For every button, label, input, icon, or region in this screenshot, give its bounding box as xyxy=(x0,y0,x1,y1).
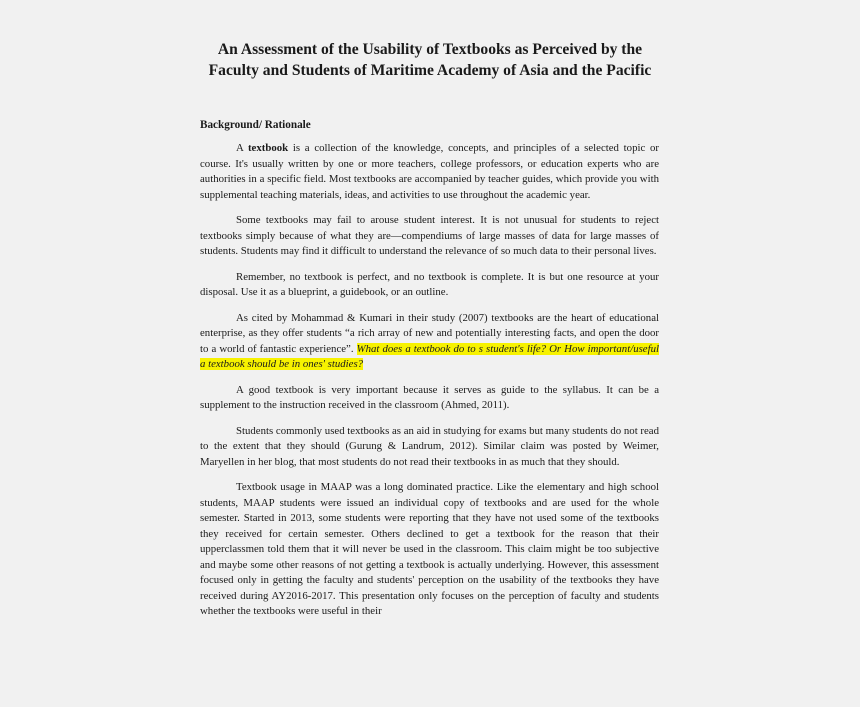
paragraph-6: Students commonly used textbooks as an aid in studying for exams but many students do not read to the extent that they should (Gurung & Landrum, 2012). Similar claim was posted by Weimer, Maryellen in her blog, that most students do not read their textbooks in as much that they should. xyxy=(200,424,659,468)
p1-lead: A xyxy=(236,142,248,154)
p1-rest: is a collection of the knowledge, concepts, and principles of a selected topic or course. It's usually written by one or more teachers, college professors, or education experts who are authorities in a specific field. Most textbooks are accompanied by teacher guides, which provide you with supplemental teaching materials, ideas, and activities to use throughout the academic year. xyxy=(200,142,659,201)
paragraph-3: Remember, no textbook is perfect, and no textbook is complete. It is but one resource at your disposal. Use it as a blueprint, a guidebook, or an outline. xyxy=(200,270,659,298)
paragraph-1 xyxy=(200,141,659,203)
p4-highlighted-question: What does a textbook do to s student's life? Or How important/useful a textbook should be in ones' studies? xyxy=(200,342,659,370)
paragraph-4 xyxy=(200,311,659,373)
section-heading: Background/ Rationale xyxy=(200,119,311,131)
paragraph-5: A good textbook is very important because it serves as guide to the syllabus. It can be a supplement to the instruction received in the classroom (Ahmed, 2011). xyxy=(200,383,659,411)
document-title xyxy=(150,40,710,81)
title-line-1: An Assessment of the Usability of Textbooks as Perceived by the xyxy=(217,41,643,58)
p4-text: As cited by Mohammad & Kumari in their study (2007) textbooks are the heart of educational enterprise, as they offer students “a rich array of new and potentially interesting facts, and open the door to a world of fantastic experience”. xyxy=(200,311,659,355)
title-line-2: Faculty and Students of Maritime Academy of Asia and the Pacific xyxy=(208,61,652,79)
body-text xyxy=(200,141,659,630)
p1-bold-term: textbook xyxy=(247,142,289,154)
paragraph-7: Textbook usage in MAAP was a long dominated practice. Like the elementary and high school students, MAAP students were issued an individual copy of textbooks and are used for the whole semester. Started in 2013, some students were reporting that they have not used some of the textbooks they received for certain semester. Others declined to get a textbook for the reason that their upperclassmen told them that it will never be used in the classroom. This claim might be too subjective and maybe some other reasons of not getting a textbook is actually underlying. However, this assessment focused only in getting the faculty and students' perception on the usability of the textbooks they have received during AY2016-2017. This presentation only focuses on the perception of faculty and students whether the textbooks were useful in their xyxy=(200,481,659,617)
paragraph-2: Some textbooks may fail to arouse student interest. It is not unusual for students to reject textbooks simply because of what they are—compendiums of large masses of data for large masses of students. Students may find it difficult to understand the relevance of so much data to their personal lives. xyxy=(200,214,659,257)
